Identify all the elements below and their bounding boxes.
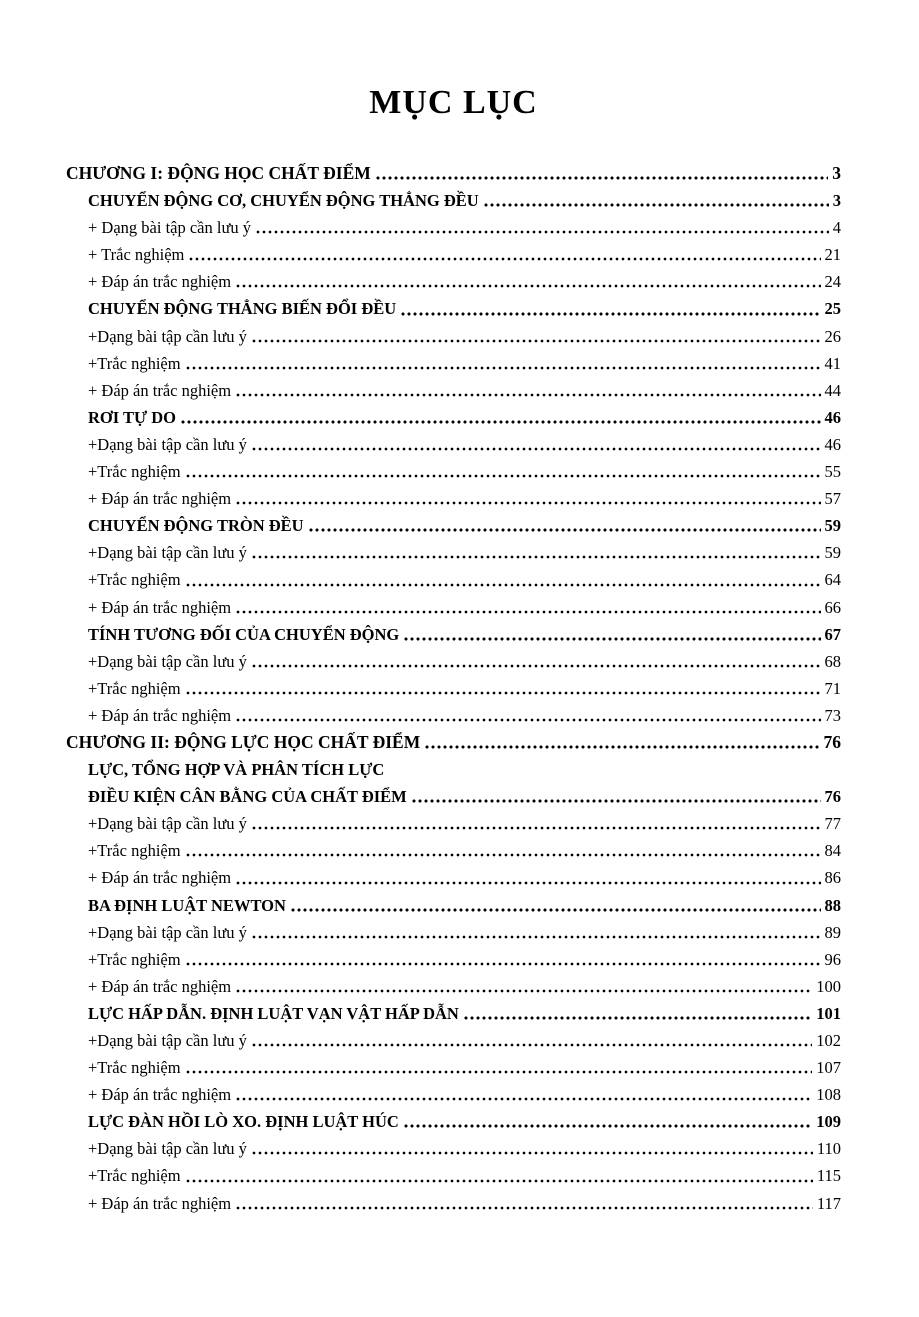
toc-leader-dots: [188, 241, 820, 268]
toc-entry-label: + Đáp án trắc nghiệm: [88, 1193, 232, 1213]
toc-entry-page: 55: [824, 462, 841, 482]
toc-entry-page: 25: [824, 299, 841, 319]
toc-entry-page: 46: [824, 434, 841, 454]
toc-entry-page: 3: [832, 163, 841, 183]
toc-entry-label: BA ĐỊNH LUẬT NEWTON: [88, 895, 286, 915]
toc-entry-label: +Trắc nghiệm: [88, 1166, 181, 1186]
toc-leader-dots: [424, 729, 819, 756]
toc-entry-page: 115: [816, 1166, 841, 1186]
toc-entry-label: ĐIỀU KIỆN CÂN BẰNG CỦA CHẤT ĐIỂM: [88, 787, 407, 807]
toc-entry-page: 24: [824, 272, 841, 292]
toc-leader-dots: [185, 1162, 813, 1189]
toc-entry: [88, 214, 841, 241]
toc-entry-label: +Trắc nghiệm: [88, 462, 181, 482]
toc-leader-dots: [290, 892, 821, 919]
toc-entry-page: 41: [824, 353, 841, 373]
toc-entry: [88, 621, 841, 648]
toc-entry: [88, 295, 841, 322]
toc-leader-dots: [185, 350, 821, 377]
toc-entry-page: 59: [824, 516, 841, 536]
toc-leader-dots: [251, 919, 821, 946]
toc-entry-page: 108: [816, 1085, 841, 1105]
toc-entry: [88, 431, 841, 458]
toc-entry-page: 76: [824, 787, 841, 807]
toc-entry-label: CHUYỂN ĐỘNG TRÒN ĐỀU: [88, 516, 304, 536]
toc-entry-label: LỰC HẤP DẪN. ĐỊNH LUẬT VẠN VẬT HẤP DẪN: [88, 1003, 459, 1023]
toc-entry-page: 89: [824, 922, 841, 942]
toc-entry: [88, 810, 841, 837]
toc-entry: [88, 594, 841, 621]
toc-entry: [88, 485, 841, 512]
toc-entry-page: 84: [824, 841, 841, 861]
toc-entry: [88, 973, 841, 1000]
toc-leader-dots: [185, 566, 821, 593]
toc-leader-dots: [235, 594, 820, 621]
toc-leader-dots: [185, 837, 821, 864]
toc-entry: [88, 458, 841, 485]
toc-leader-dots: [308, 512, 821, 539]
toc-leader-dots: [235, 485, 820, 512]
toc-entry-label: + Dạng bài tập cần lưu ý: [88, 218, 252, 238]
toc-leader-dots: [251, 648, 821, 675]
toc-entry: [88, 1108, 841, 1135]
toc-entry-page: 77: [824, 814, 841, 834]
toc-entry-page: 88: [824, 895, 841, 915]
toc-entry-label: CHƯƠNG II: ĐỘNG LỰC HỌC CHẤT ĐIỂM: [66, 731, 421, 752]
toc-leader-dots: [251, 1027, 812, 1054]
toc-entry-label: +Trắc nghiệm: [88, 353, 181, 373]
toc-leader-dots: [463, 1000, 812, 1027]
toc-entry-page: 46: [824, 407, 841, 427]
toc-entry-label: LỰC, TỔNG HỢP VÀ PHÂN TÍCH LỰC: [88, 760, 385, 780]
toc-leader-dots: [251, 539, 821, 566]
toc-entry: [88, 675, 841, 702]
toc-leader-dots: [235, 268, 820, 295]
toc-leader-dots: [180, 404, 820, 431]
document-title: MỤC LỤC: [369, 84, 538, 121]
toc-leader-dots: [255, 214, 829, 241]
toc-entry-label: +Trắc nghiệm: [88, 949, 181, 969]
toc-entry-label: +Dạng bài tập cần lưu ý: [88, 814, 247, 834]
toc-entry-label: +Dạng bài tập cần lưu ý: [88, 922, 247, 942]
toc-leader-dots: [235, 1081, 812, 1108]
toc-entry: [88, 539, 841, 566]
toc-entry-label: +Dạng bài tập cần lưu ý: [88, 326, 247, 346]
toc-entry-page: 26: [824, 326, 841, 346]
toc-entry: [88, 323, 841, 350]
toc-entry: [88, 919, 841, 946]
toc-entry: [88, 1054, 841, 1081]
toc-entry-page: 57: [824, 489, 841, 509]
toc-entry-page: 109: [816, 1112, 841, 1132]
toc-leader-dots: [185, 1054, 813, 1081]
toc-leader-dots: [375, 160, 828, 187]
toc-entry-page: 21: [824, 245, 841, 265]
toc-entry: [88, 783, 841, 810]
toc-leader-dots: [403, 621, 820, 648]
toc-leader-dots: [185, 458, 821, 485]
toc-leader-dots: [185, 946, 821, 973]
toc-leader-dots: [400, 295, 820, 322]
toc-entry-label: + Đáp án trắc nghiệm: [88, 380, 232, 400]
toc-entry-label: TÍNH TƯƠNG ĐỐI CỦA CHUYỂN ĐỘNG: [88, 624, 400, 644]
toc-entry: [88, 350, 841, 377]
toc-entry-page: 102: [816, 1031, 841, 1050]
toc-leader-dots: [403, 1108, 812, 1135]
toc-entry: [88, 702, 841, 729]
toc-entry: [88, 404, 841, 431]
toc-leader-dots: [235, 702, 820, 729]
toc-entry-page: 117: [816, 1193, 841, 1213]
toc-entry-page: 76: [823, 731, 841, 752]
toc-entry: [88, 268, 841, 295]
toc-entry-label: CHƯƠNG I: ĐỘNG HỌC CHẤT ĐIỂM: [66, 163, 371, 183]
toc-entry-page: 107: [816, 1058, 841, 1078]
toc-entry: [66, 729, 841, 756]
toc-entry-label: CHUYỂN ĐỘNG THẲNG BIẾN ĐỔI ĐỀU: [88, 299, 397, 319]
toc-entry-label: +Dạng bài tập cần lưu ý: [88, 543, 247, 563]
toc-leader-dots: [235, 864, 820, 891]
toc-entry: [88, 1162, 841, 1189]
toc-entry-label: + Đáp án trắc nghiệm: [88, 1085, 232, 1105]
toc-entry-label: CHUYỂN ĐỘNG CƠ, CHUYỂN ĐỘNG THẲNG ĐỀU: [88, 191, 479, 211]
toc-entry-page: 4: [832, 218, 841, 238]
toc-entry-label: +Trắc nghiệm: [88, 841, 181, 861]
toc-entry-label: +Trắc nghiệm: [88, 570, 181, 590]
toc-entry: [88, 892, 841, 919]
toc-leader-dots: [411, 783, 821, 810]
toc-leader-dots: [235, 1190, 813, 1217]
toc-entry-label: +Trắc nghiệm: [88, 678, 181, 698]
toc-entry: [88, 756, 841, 783]
toc-leader-dots: [251, 1135, 813, 1162]
toc-list: [66, 160, 841, 1217]
toc-entry-label: +Dạng bài tập cần lưu ý: [88, 651, 247, 671]
toc-entry-page: 101: [816, 1003, 841, 1023]
toc-entry: [88, 187, 841, 214]
toc-entry-label: +Trắc nghiệm: [88, 1058, 181, 1078]
toc-entry-page: 64: [824, 570, 841, 590]
toc-entry-page: 44: [824, 380, 841, 400]
toc-entry-page: 110: [816, 1139, 841, 1159]
toc-entry: [88, 946, 841, 973]
toc-entry-label: RƠI TỰ DO: [88, 407, 177, 427]
toc-leader-dots: [483, 187, 829, 214]
toc-entry: [88, 241, 841, 268]
toc-entry: [88, 864, 841, 891]
toc-leader-dots: [251, 431, 821, 458]
toc-entry-page: 59: [824, 543, 841, 563]
toc-entry-label: + Đáp án trắc nghiệm: [88, 976, 232, 996]
toc-entry: [88, 1190, 841, 1217]
toc-entry-label: + Trắc nghiệm: [88, 245, 185, 265]
toc-leader-dots: [235, 377, 820, 404]
toc-leader-dots: [185, 675, 821, 702]
toc-entry: [88, 512, 841, 539]
toc-entry-label: + Đáp án trắc nghiệm: [88, 489, 232, 509]
toc-leader-dots: [251, 323, 821, 350]
toc-entry-page: 71: [824, 678, 841, 698]
toc-entry-label: +Dạng bài tập cần lưu ý: [88, 1031, 247, 1050]
toc-entry-page: 86: [824, 868, 841, 888]
toc-entry-page: 100: [816, 976, 841, 996]
toc-entry: [88, 1135, 841, 1162]
toc-entry-label: +Dạng bài tập cần lưu ý: [88, 434, 247, 454]
toc-entry: [88, 1027, 841, 1054]
toc-entry-label: + Đáp án trắc nghiệm: [88, 272, 232, 292]
toc-entry: [88, 377, 841, 404]
toc-entry-page: 73: [824, 705, 841, 725]
toc-entry-label: + Đáp án trắc nghiệm: [88, 597, 232, 617]
toc-leader-dots: [235, 973, 812, 1000]
toc-entry-label: + Đáp án trắc nghiệm: [88, 705, 232, 725]
toc-entry-label: +Dạng bài tập cần lưu ý: [88, 1139, 247, 1159]
toc-entry-page: 68: [824, 651, 841, 671]
toc-entry: [88, 1081, 841, 1108]
toc-entry-label: + Đáp án trắc nghiệm: [88, 868, 232, 888]
toc-entry-page: 67: [824, 624, 841, 644]
toc-entry: [66, 160, 841, 187]
toc-entry-page: 96: [824, 949, 841, 969]
toc-entry-page: 3: [832, 191, 841, 211]
toc-entry: [88, 648, 841, 675]
toc-entry-page: 66: [824, 597, 841, 617]
toc-leader-dots: [251, 810, 821, 837]
toc-entry-label: LỰC ĐÀN HỒI LÒ XO. ĐỊNH LUẬT HÚC: [88, 1112, 399, 1132]
toc-entry: [88, 837, 841, 864]
toc-entry: [88, 1000, 841, 1027]
toc-entry: [88, 566, 841, 593]
